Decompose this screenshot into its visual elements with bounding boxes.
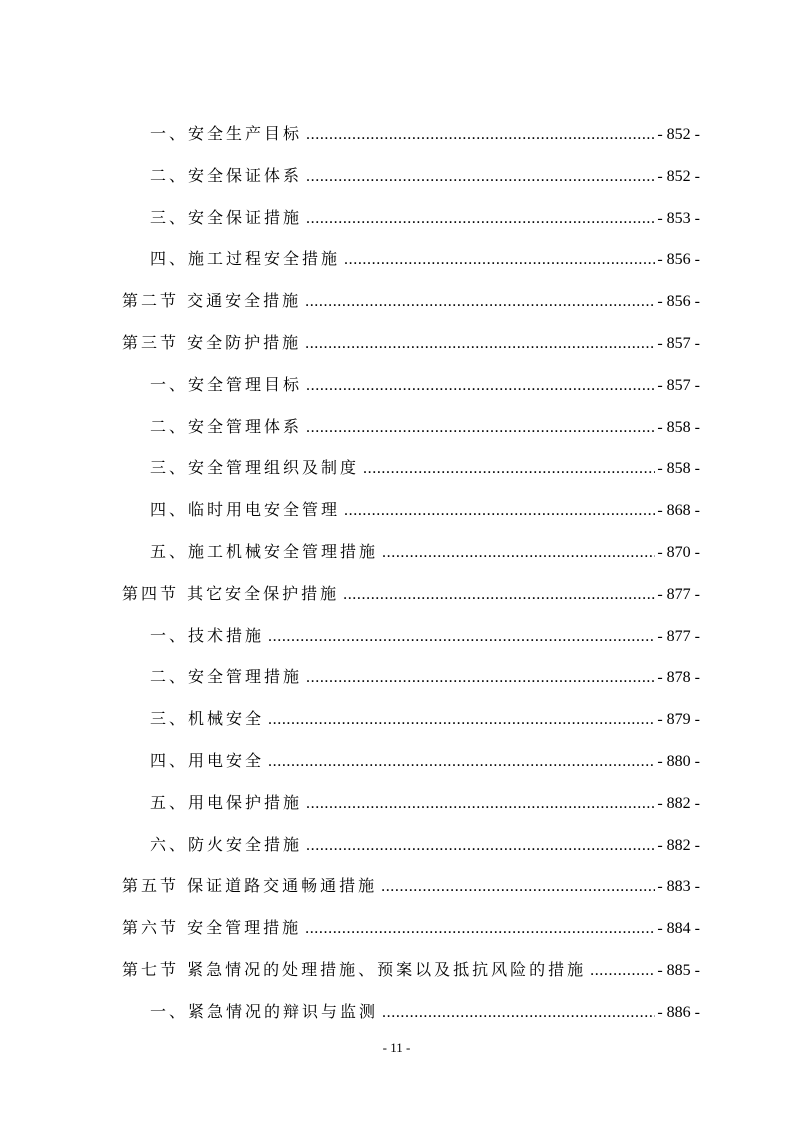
toc-entry-page: - 856 - (657, 251, 700, 268)
toc-subsection-entry[interactable] (150, 206, 700, 230)
toc-dot-leader (268, 625, 655, 649)
toc-dot-leader (306, 666, 655, 690)
toc-subsection-entry[interactable] (150, 247, 700, 271)
toc-entry-page: - 870 - (657, 544, 700, 561)
toc-entry-page: - 884 - (657, 920, 700, 937)
toc-dot-leader (344, 248, 655, 272)
toc-subsection-entry[interactable] (150, 373, 700, 397)
toc-entry-title: 一、技术措施 (150, 626, 265, 645)
toc-entry-page: - 853 - (657, 210, 700, 227)
toc-dot-leader (590, 959, 655, 983)
toc-entry-title: 四、临时用电安全管理 (150, 500, 341, 519)
toc-dot-leader (382, 1001, 655, 1025)
toc-entry-page: - 852 - (657, 168, 700, 185)
toc-entry-title: 第六节 安全管理措施 (122, 918, 302, 937)
toc-dot-leader (305, 290, 655, 314)
toc-section-entry[interactable] (122, 582, 700, 606)
toc-dot-leader (306, 792, 655, 816)
toc-dot-leader (306, 207, 655, 231)
toc-entry-page: - 852 - (657, 126, 700, 143)
toc-entry-title: 二、安全管理体系 (150, 417, 303, 436)
toc-dot-leader (382, 541, 655, 565)
toc-entry-page: - 878 - (657, 669, 700, 686)
toc-entry-page: - 886 - (657, 1004, 700, 1021)
toc-section-entry[interactable] (122, 289, 700, 313)
toc-dot-leader (344, 499, 655, 523)
toc-subsection-entry[interactable] (150, 833, 700, 857)
toc-entry-title: 二、安全管理措施 (150, 667, 303, 686)
toc-subsection-entry[interactable] (150, 456, 700, 480)
toc-dot-leader (381, 875, 655, 899)
toc-entry-title: 第四节 其它安全保护措施 (122, 584, 340, 603)
toc-section-entry[interactable] (122, 958, 700, 982)
toc-entry-page: - 883 - (657, 878, 700, 895)
toc-dot-leader (306, 416, 655, 440)
toc-subsection-entry[interactable] (150, 498, 700, 522)
toc-entry-title: 第七节 紧急情况的处理措施、预案以及抵抗风险的措施 (122, 960, 587, 979)
toc-entry-title: 三、机械安全 (150, 709, 265, 728)
toc-dot-leader (306, 374, 655, 398)
toc-entry-page: - 856 - (657, 293, 700, 310)
toc-section-entry[interactable] (122, 874, 700, 898)
toc-entry-title: 一、紧急情况的辩识与监测 (150, 1002, 379, 1021)
toc-entry-title: 第三节 安全防护措施 (122, 333, 302, 352)
toc-entry-title: 四、用电安全 (150, 751, 265, 770)
toc-subsection-entry[interactable] (150, 707, 700, 731)
toc-dot-leader (305, 332, 655, 356)
toc-subsection-entry[interactable] (150, 1000, 700, 1024)
toc-entry-title: 四、施工过程安全措施 (150, 249, 341, 268)
toc-entry-title: 一、安全生产目标 (150, 124, 303, 143)
toc-dot-leader (306, 165, 655, 189)
toc-dot-leader (343, 583, 655, 607)
toc-entry-title: 五、用电保护措施 (150, 793, 303, 812)
toc-dot-leader (363, 457, 655, 481)
toc-subsection-entry[interactable] (150, 791, 700, 815)
toc-entry-page: - 879 - (657, 711, 700, 728)
toc-dot-leader (268, 708, 655, 732)
toc-entry-page: - 858 - (657, 460, 700, 477)
toc-entry-page: - 868 - (657, 502, 700, 519)
toc-subsection-entry[interactable] (150, 665, 700, 689)
toc-entry-page: - 882 - (657, 837, 700, 854)
toc-entry-title: 一、安全管理目标 (150, 375, 303, 394)
toc-entry-page: - 877 - (657, 628, 700, 645)
page-number: - 11 - (382, 1040, 411, 1055)
toc-dot-leader (305, 917, 655, 941)
toc-entry-title: 五、施工机械安全管理措施 (150, 542, 379, 561)
toc-dot-leader (268, 750, 655, 774)
toc-entry-title: 第五节 保证道路交通畅通措施 (122, 876, 378, 895)
toc-subsection-entry[interactable] (150, 624, 700, 648)
toc-section-entry[interactable] (122, 331, 700, 355)
toc-section-entry[interactable] (122, 916, 700, 940)
toc-entry-page: - 858 - (657, 419, 700, 436)
toc-entry-title: 二、安全保证体系 (150, 166, 303, 185)
toc-entry-page: - 857 - (657, 335, 700, 352)
toc-entry-page: - 885 - (657, 962, 700, 979)
toc-entry-title: 三、安全管理组织及制度 (150, 458, 360, 477)
toc-subsection-entry[interactable] (150, 164, 700, 188)
toc-subsection-entry[interactable] (150, 415, 700, 439)
toc-entry-title: 第二节 交通安全措施 (122, 291, 302, 310)
toc-entry-page: - 882 - (657, 795, 700, 812)
toc-subsection-entry[interactable] (150, 122, 700, 146)
toc-dot-leader (306, 834, 655, 858)
toc-entry-page: - 880 - (657, 753, 700, 770)
toc-subsection-entry[interactable] (150, 540, 700, 564)
toc-entry-page: - 857 - (657, 377, 700, 394)
toc-entry-title: 六、防火安全措施 (150, 835, 303, 854)
toc-entry-title: 三、安全保证措施 (150, 208, 303, 227)
toc-subsection-entry[interactable] (150, 749, 700, 773)
toc-dot-leader (306, 123, 655, 147)
toc-entry-page: - 877 - (657, 586, 700, 603)
